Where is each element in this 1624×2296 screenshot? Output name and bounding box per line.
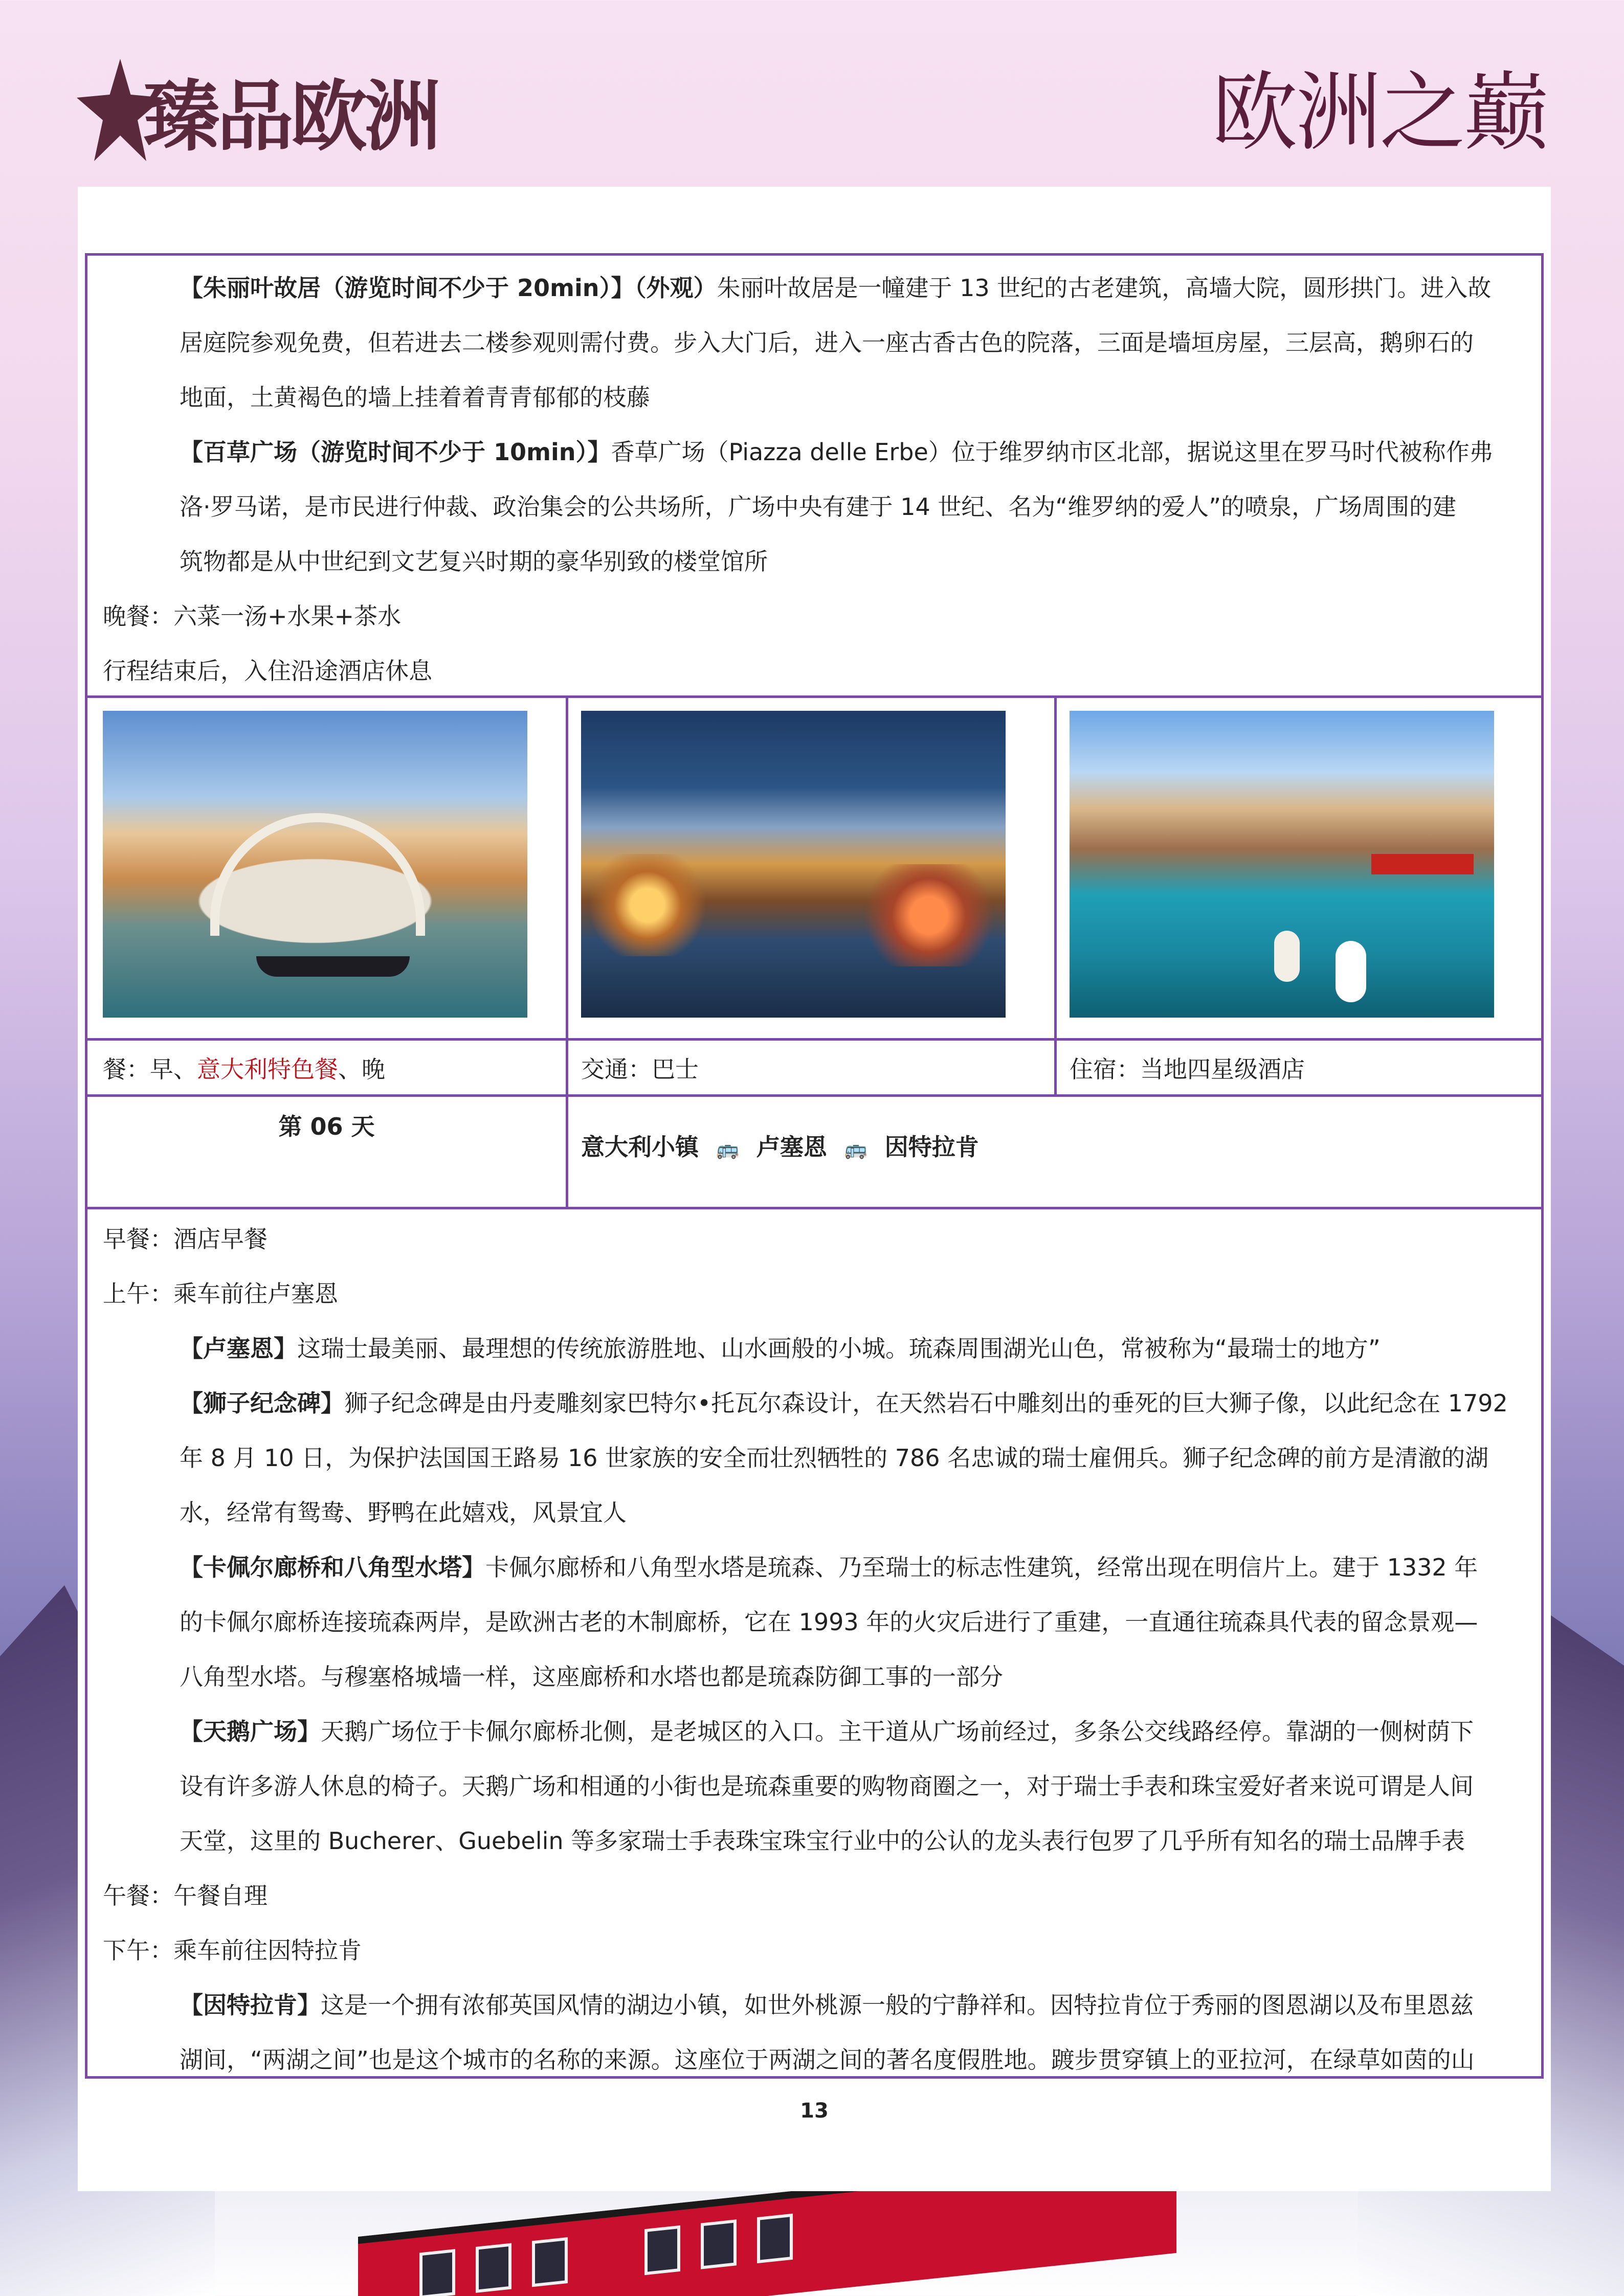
- meals-info: 餐：早、意大利特色餐、晚: [103, 1055, 385, 1083]
- paragraph-interlaken: 【因特拉肯】这是一个拥有浓郁英国风情的湖边小镇，如世外桃源一般的宁静祥和。因特拉肯位于秀丽的图恩湖以及布里恩兹: [180, 1991, 1474, 2019]
- section-verona: 【朱丽叶故居（游览时间不少于 20min）】（外观）朱丽叶故居是一幢建于 13 世纪的古老建筑，高墙大院，圆形拱门。进入故 居庭院参观免费，但若进去二楼参观则需付费。步入大门后，进入一座古香古色的院落，三面是墙垣房屋，三层高，鹅卵石的 地面，土黄褐色的墙上挂着着青青郁郁的枝藤 【百草广场（游览时间不少于 10min）】香草广场（Piazza delle Erbe）位于维罗纳市区北部，据说这里在罗马时代被称作弗 洛·罗马诺，是市民进行仲裁、政治集会的公共场所，广场中央有建于 14 世纪、名为“维罗纳的爱人”的喷泉，广场周围的建 筑物都是从中世纪到文艺复兴时期的豪华别致的楼堂馆所 晚餐：六菜一汤+水果+茶水 行程结束后，入住沿途酒店休息: [87, 256, 1541, 695]
- paragraph-piazza-erbe: 【百草广场（游览时间不少于 10min）】香草广场（Piazza delle Erbe）位于维罗纳市区北部，据说这里在罗马时代被称作弗: [180, 438, 1493, 466]
- attraction-title: 【卢塞恩】: [180, 1335, 297, 1362]
- attraction-title: 【因特拉肯】: [180, 1991, 321, 2019]
- paragraph-lucerne: 【卢塞恩】这瑞士最美丽、最理想的传统旅游胜地、山水画般的小城。琉森周围湖光山色，常被称为“最瑞士的地方”: [180, 1335, 1381, 1362]
- special-meal: 意大利特色餐: [197, 1055, 338, 1083]
- attraction-title: 【百草广场（游览时间不少于 10min）】: [180, 438, 611, 466]
- morning-line: 上午：乘车前往卢塞恩: [103, 1280, 338, 1308]
- logo-text: 臻品欧洲: [143, 72, 438, 162]
- photo-venice-grand-canal-night: [581, 711, 1006, 1018]
- transport-info: 交通：巴士: [581, 1055, 699, 1083]
- photo-venice-rialto-bridge: [103, 711, 527, 1018]
- breakfast-line: 早餐：酒店早餐: [103, 1225, 268, 1253]
- day-label: 第 06 天: [278, 1113, 375, 1140]
- dinner-line: 晚餐：六菜一汤+水果+茶水: [103, 602, 402, 630]
- photo-venice-canal-boats: [1070, 711, 1494, 1018]
- day-route: 意大利小镇 🚌 卢塞恩 🚌 因特拉肯: [581, 1133, 979, 1161]
- paragraph-lion-monument: 【狮子纪念碑】狮子纪念碑是由丹麦雕刻家巴特尔•托瓦尔森设计，在天然岩石中雕刻出的垂死的巨大狮子像，以此纪念在 1792: [180, 1389, 1508, 1417]
- bus-icon: 🚌: [716, 1139, 739, 1160]
- section-lucerne: 早餐：酒店早餐 上午：乘车前往卢塞恩 【卢塞恩】这瑞士最美丽、最理想的传统旅游胜地、山水画般的小城。琉森周围湖光山色，常被称为“最瑞士的地方” 【狮子纪念碑】狮子纪念碑是由丹麦雕刻家巴特尔•托瓦尔森设计，在天然岩石中雕刻出的垂死的巨大狮子像，以此纪念在 1792 年 8 月 10 日，为保护法国国王路易 16 世家族的安全而壮烈牺牲的 786 名忠诚的瑞士雇佣兵。狮子纪念碑的前方是清澈的湖 水，经常有鸳鸯、野鸭在此嬉戏，风景宜人 【卡佩尔廊桥和八角型水塔】卡佩尔廊桥和八角型水塔是琉森、乃至瑞士的标志性建筑，经常出现在明信片上。建于 1332 年 的卡佩尔廊桥连接琉森两岸，是欧洲古老的木制廊桥，它在 1993 年的火灾后进行了重建，一直通往琉森具代表的留念景观— 八角型水塔。与穆塞格城墙一样，这座廊桥和水塔也都是琉森防御工事的一部分 【天鹅广场】天鹅广场位于卡佩尔廊桥北侧，是老城区的入口。主干道从广场前经过，多条公交线路经停。靠湖的一侧树荫下 设有许多游人休息的椅子。天鹅广场和相通的小街也是琉森重要的购物商圈之一，对于瑞士手表和珠宝爱好者来说可谓是人间 天堂，这里的 Bucherer、Guebelin 等多家瑞士手表珠宝珠宝行业中的公认的龙头表行包罗了几乎所有知名的瑞士品牌手表 午餐：午餐自理 下午：乘车前往因特拉肯 【因特拉肯】这是一个拥有浓郁英国风情的湖边小镇，如世外桃源一般的宁静祥和。因特拉肯位于秀丽的图恩湖以及布里恩兹 湖间，“两湖之间”也是这个城市的名称的来源。这座位于两湖之间的著名度假胜地。踱步贯穿镇上的亚拉河，在绿草如茵的山: [87, 1212, 1541, 2076]
- paragraph-swan-square: 【天鹅广场】天鹅广场位于卡佩尔廊桥北侧，是老城区的入口。主干道从广场前经过，多条公交线路经停。靠湖的一侧树荫下: [180, 1718, 1474, 1745]
- hotel-info: 住宿：当地四星级酒店: [1070, 1055, 1305, 1083]
- attraction-title: 【狮子纪念碑】: [180, 1389, 344, 1417]
- paragraph-chapel-bridge: 【卡佩尔廊桥和八角型水塔】卡佩尔廊桥和八角型水塔是琉森、乃至瑞士的标志性建筑，经常出现在明信片上。建于 1332 年: [180, 1554, 1478, 1581]
- attraction-title: 【朱丽叶故居（游览时间不少于 20min）】（外观）: [180, 274, 717, 302]
- product-logo: 欧洲之巅: [1212, 62, 1547, 163]
- brand-logo: [77, 51, 445, 169]
- bus-icon: 🚌: [844, 1139, 867, 1160]
- itinerary-table: [85, 253, 1544, 2079]
- itinerary-page: [78, 187, 1551, 2191]
- afternoon-line: 下午：乘车前往因特拉肯: [103, 1937, 362, 1964]
- attraction-title: 【天鹅广场】: [180, 1718, 321, 1745]
- paragraph-juliet-house: 【朱丽叶故居（游览时间不少于 20min）】（外观）朱丽叶故居是一幢建于 13 世纪的古老建筑，高墙大院，圆形拱门。进入故: [180, 274, 1492, 302]
- hotel-note: 行程结束后，入住沿途酒店休息: [103, 657, 432, 685]
- page-number: 13: [800, 2099, 829, 2123]
- lunch-line: 午餐：午餐自理: [103, 1882, 268, 1909]
- attraction-title: 【卡佩尔廊桥和八角型水塔】: [180, 1554, 485, 1581]
